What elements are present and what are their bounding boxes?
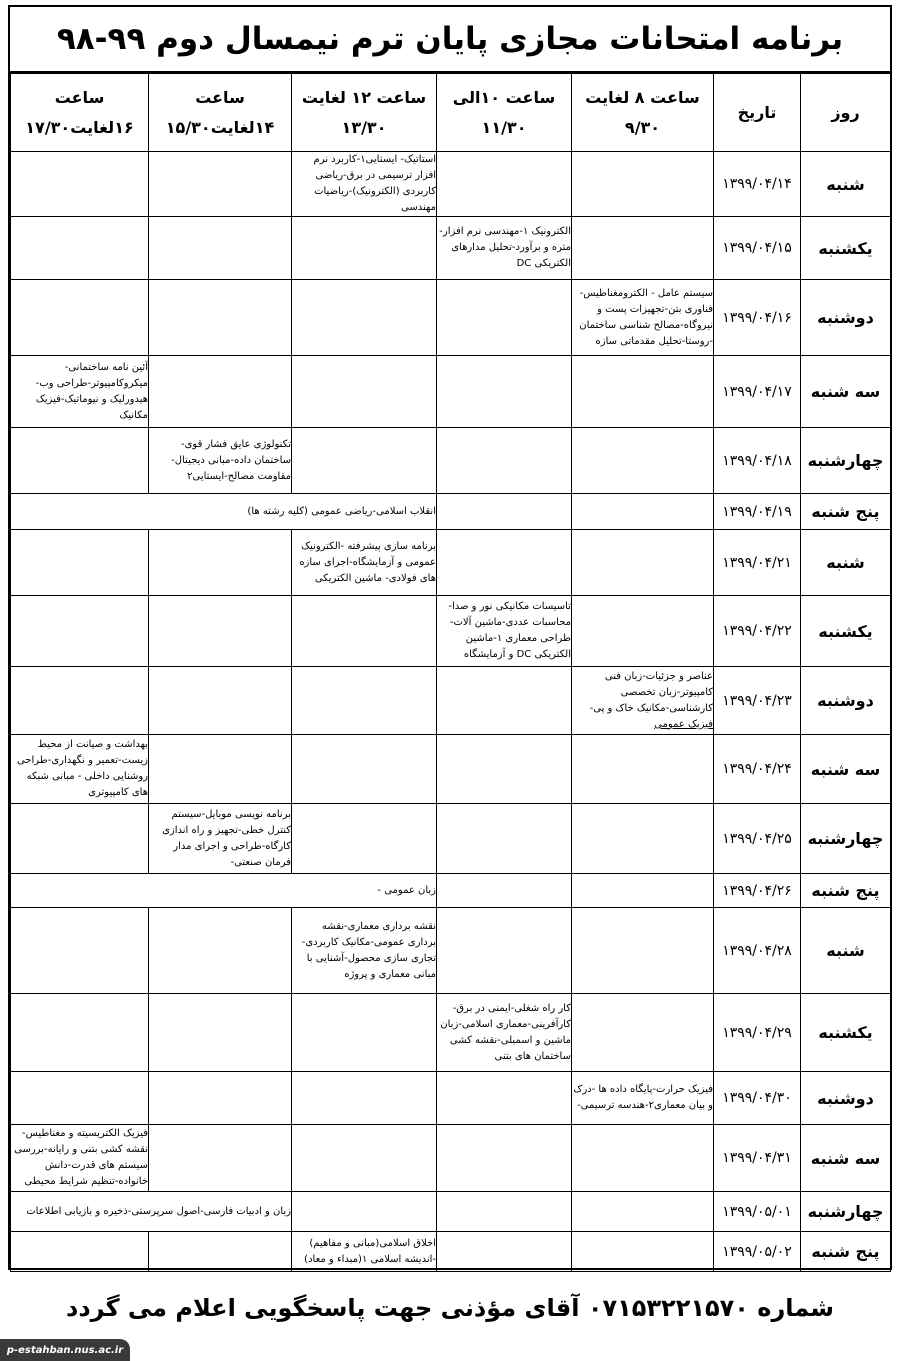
day-cell: پنج شنبه: [801, 494, 891, 530]
slot-4-cell: [149, 356, 292, 428]
slot-5-cell: [11, 994, 149, 1072]
table-row: [11, 874, 891, 908]
slot-4-cell: [149, 217, 292, 280]
slot-4-cell: زبان و ادبیات فارسی-اصول سرپرستی-ذخیره و بازیابی اطلاعات: [11, 1192, 292, 1232]
day-cell: چهارشنبه: [801, 804, 891, 874]
table-row: [11, 494, 891, 530]
day-cell: سه شنبه: [801, 356, 891, 428]
exam-schedule-table: [10, 73, 891, 1272]
slot-1-cell: [572, 530, 714, 596]
date-cell: ۱۳۹۹/۰۴/۲۹: [714, 994, 801, 1072]
slot-3-cell: برنامه سازی پیشرفته -الکترونیک عمومی و آزمایشگاه-اجرای سازه های فولادی- ماشین الکتریکی: [292, 530, 437, 596]
slot-1-cell: [572, 804, 714, 874]
slot-5-cell: [11, 217, 149, 280]
slot-2-cell: [437, 1232, 572, 1272]
slot-5-cell: [11, 428, 149, 494]
day-cell: دوشنبه: [801, 1072, 891, 1125]
slot-3-cell: زبان عمومی -: [11, 874, 437, 908]
slot-2-cell: [437, 735, 572, 804]
slot-3-cell: [292, 428, 437, 494]
slot-1-cell: [572, 356, 714, 428]
slot-2-cell: [437, 494, 572, 530]
day-cell: شنبه: [801, 530, 891, 596]
table-row: [11, 428, 891, 494]
date-cell: ۱۳۹۹/۰۴/۲۶: [714, 874, 801, 908]
day-cell: پنج شنبه: [801, 1232, 891, 1272]
slot-3-cell: [292, 596, 437, 667]
table-row: [11, 735, 891, 804]
slot-5-cell: [11, 596, 149, 667]
slot-5-cell: [11, 804, 149, 874]
table-row: [11, 804, 891, 874]
table-row: [11, 1125, 891, 1192]
slot-1-cell: [572, 1192, 714, 1232]
table-row: [11, 908, 891, 994]
header-slot-3: ساعت ۱۲ لغایت ۱۳/۳۰: [292, 74, 437, 152]
slot-4-cell: تکنولوژی عایق فشار قوی-ساختمان داده-مبانی دیجیتال-مقاومت مصالح-ایستایی۲: [149, 428, 292, 494]
slot-5-cell: [11, 152, 149, 217]
slot-5-cell: [11, 1232, 149, 1272]
date-cell: ۱۳۹۹/۰۴/۱۶: [714, 280, 801, 356]
slot-3-cell: [292, 280, 437, 356]
slot-1-cell: [572, 735, 714, 804]
day-cell: چهارشنبه: [801, 1192, 891, 1232]
slot-1-cell: [572, 1125, 714, 1192]
slot-3-cell: نقشه برداری معماری-نقشه برداری عمومی-مکانیک کاربردی-تجاری سازی محصول-آشنایی با مبانی معماری و پروژه: [292, 908, 437, 994]
slot-4-cell: [149, 667, 292, 735]
table-row: [11, 1192, 891, 1232]
slot-3-cell: [292, 1192, 437, 1232]
slot-5-cell: [11, 1072, 149, 1125]
table-row: [11, 280, 891, 356]
date-cell: ۱۳۹۹/۰۴/۲۵: [714, 804, 801, 874]
header-slot-2: ساعت ۱۰الی ۱۱/۳۰: [437, 74, 572, 152]
slot-4-cell: [149, 1125, 292, 1192]
table-row: [11, 217, 891, 280]
header-slot-5: ساعت ۱۶لغایت۱۷/۳۰: [11, 74, 149, 152]
slot-4-cell: [149, 280, 292, 356]
slot-3-cell: استاتیک- ایستایی۱-کاربرد نرم افزار ترسیمی در برق-ریاضی کاربردی (الکترونیک)-ریاضیات مهندسی: [292, 152, 437, 217]
slot-3-cell: [292, 1125, 437, 1192]
slot-4-cell: [149, 994, 292, 1072]
slot-2-cell: [437, 152, 572, 217]
slot-2-cell: [437, 1072, 572, 1125]
header-slot-4: ساعت ۱۴لغایت۱۵/۳۰: [149, 74, 292, 152]
table-row: [11, 152, 891, 217]
slot-2-cell: [437, 530, 572, 596]
slot-5-cell: [11, 667, 149, 735]
table-row: [11, 1072, 891, 1125]
slot-3-cell: [292, 217, 437, 280]
day-cell: دوشنبه: [801, 280, 891, 356]
slot-3-cell: [292, 735, 437, 804]
slot-5-cell: [11, 908, 149, 994]
header-row: [11, 74, 891, 152]
date-cell: ۱۳۹۹/۰۴/۱۷: [714, 356, 801, 428]
day-cell: سه شنبه: [801, 1125, 891, 1192]
day-cell: شنبه: [801, 152, 891, 217]
date-cell: ۱۳۹۹/۰۴/۱۵: [714, 217, 801, 280]
page-title: برنامه امتحانات مجازی پایان ترم نیمسال دوم ۹۹-۹۸: [10, 7, 890, 73]
slot-1-cell: سیستم عامل - الکترومغناطیس-فناوری بتن-تجهیزات پست و نیروگاه-مصالح شناسی ساختمان -روستا-تحلیل مقدماتی سازه: [572, 280, 714, 356]
slot-4-cell: [149, 530, 292, 596]
slot-5-cell: آئین نامه ساختمانی-میکروکامپیوتر-طراحی وب-هیدورلیک و نیوماتیک-فیزیک مکانیک: [11, 356, 149, 428]
slot-5-cell: [11, 530, 149, 596]
slot-5-cell: [11, 280, 149, 356]
slot-4-cell: برنامه نویسی موبایل-سیستم کنترل خطی-تجهیز و راه اندازی کارگاه-طراحی و اجرای مدار فرمان صنعتی-: [149, 804, 292, 874]
date-cell: ۱۳۹۹/۰۴/۲۸: [714, 908, 801, 994]
slot-2-cell: [437, 280, 572, 356]
site-watermark[interactable]: p-estahban.nus.ac.ir: [0, 1339, 130, 1361]
date-cell: ۱۳۹۹/۰۴/۱۹: [714, 494, 801, 530]
slot-1-cell: [572, 994, 714, 1072]
slot-2-cell: [437, 356, 572, 428]
date-cell: ۱۳۹۹/۰۴/۱۴: [714, 152, 801, 217]
date-cell: ۱۳۹۹/۰۴/۳۱: [714, 1125, 801, 1192]
slot-3-cell: [292, 994, 437, 1072]
slot-2-cell: [437, 804, 572, 874]
header-day: روز: [801, 74, 891, 152]
slot-3-cell: [292, 667, 437, 735]
slot-1-cell: [572, 217, 714, 280]
day-cell: چهارشنبه: [801, 428, 891, 494]
slot-4-cell: [149, 1232, 292, 1272]
slot-1-cell: عناصر و جزئیات-زبان فنی کامپیوتر-زبان تخصصی کارشناسی-مکانیک خاک و پی-فیزیک عمومی: [572, 667, 714, 735]
day-cell: دوشنبه: [801, 667, 891, 735]
slot-2-cell: [437, 667, 572, 735]
slot-1-cell: فیزیک حرارت-پایگاه داده ها -درک و بیان معماری۲-هندسه ترسیمی-: [572, 1072, 714, 1125]
slot-1-cell: [572, 428, 714, 494]
slot-4-cell: [149, 152, 292, 217]
contact-footer: شماره ۰۷۱۵۳۲۲۱۵۷۰ آقای مؤذنی جهت پاسخگویی اعلام می گردد: [66, 1294, 834, 1322]
slot-2-cell: کار راه شغلی-ایمنی در برق-کارآفرینی-معماری اسلامی-زبان ماشین و اسمبلی-نقشه کشی ساختمان های بتنی: [437, 994, 572, 1072]
slot-3-cell: انقلاب اسلامی-ریاضی عمومی (کلیه رشته ها): [11, 494, 437, 530]
header-date: تاریخ: [714, 74, 801, 152]
slot-3-cell: [292, 804, 437, 874]
slot-5-cell: بهداشت و صیانت از محیط زیست-تعمیر و نگهداری-طراحی روشنایی داخلی - مبانی شبکه های کامپیوتری: [11, 735, 149, 804]
date-cell: ۱۳۹۹/۰۵/۰۲: [714, 1232, 801, 1272]
slot-2-cell: [437, 428, 572, 494]
date-cell: ۱۳۹۹/۰۴/۳۰: [714, 1072, 801, 1125]
slot-3-cell: اخلاق اسلامی(مبانی و مفاهیم) -اندیشه اسلامی ۱(مبداء و معاد): [292, 1232, 437, 1272]
slot-2-cell: [437, 874, 572, 908]
day-cell: یکشنبه: [801, 217, 891, 280]
slot-2-cell: تاسیسات مکانیکی نور و صدا-محاسبات عددی-ماشین آلات-طراحی معماری ۱-ماشین الکتریکی DC و آزمایشگاه: [437, 596, 572, 667]
date-cell: ۱۳۹۹/۰۴/۲۳: [714, 667, 801, 735]
table-row: [11, 596, 891, 667]
slot-4-cell: [149, 908, 292, 994]
date-cell: ۱۳۹۹/۰۴/۲۱: [714, 530, 801, 596]
slot-1-cell: [572, 908, 714, 994]
slot-2-cell: [437, 1125, 572, 1192]
day-cell: سه شنبه: [801, 735, 891, 804]
slot-1-cell: [572, 874, 714, 908]
slot-1-cell: [572, 494, 714, 530]
schedule-frame: [8, 5, 892, 1270]
date-cell: ۱۳۹۹/۰۴/۲۴: [714, 735, 801, 804]
date-cell: ۱۳۹۹/۰۴/۱۸: [714, 428, 801, 494]
table-row: [11, 994, 891, 1072]
slot-3-cell: [292, 356, 437, 428]
table-row: [11, 356, 891, 428]
table-row: [11, 530, 891, 596]
day-cell: یکشنبه: [801, 994, 891, 1072]
underlined-course: فیزیک عمومی: [654, 718, 713, 730]
header-slot-1: ساعت ۸ لغایت ۹/۳۰: [572, 74, 714, 152]
slot-2-cell: [437, 908, 572, 994]
slot-2-cell: الکترونیک ۱-مهندسی نرم افزار-متره و برآورد-تحلیل مدارهای الکتریکی DC: [437, 217, 572, 280]
table-row: [11, 1232, 891, 1272]
slot-4-cell: [149, 735, 292, 804]
date-cell: ۱۳۹۹/۰۵/۰۱: [714, 1192, 801, 1232]
slot-1-cell: [572, 1232, 714, 1272]
slot-4-cell: [149, 596, 292, 667]
slot-1-cell: [572, 152, 714, 217]
day-cell: یکشنبه: [801, 596, 891, 667]
slot-3-cell: [292, 1072, 437, 1125]
slot-5-cell: فیزیک الکتریسیته و مغناطیس- نقشه کشی بتنی و رایانه-بررسی سیستم های قدرت-دانش خانواده-تنظیم شرایط محیطی: [11, 1125, 149, 1192]
slot-4-cell: [149, 1072, 292, 1125]
table-row: [11, 667, 891, 735]
slot-1-cell: [572, 596, 714, 667]
day-cell: شنبه: [801, 908, 891, 994]
date-cell: ۱۳۹۹/۰۴/۲۲: [714, 596, 801, 667]
slot-2-cell: [437, 1192, 572, 1232]
day-cell: پنج شنبه: [801, 874, 891, 908]
